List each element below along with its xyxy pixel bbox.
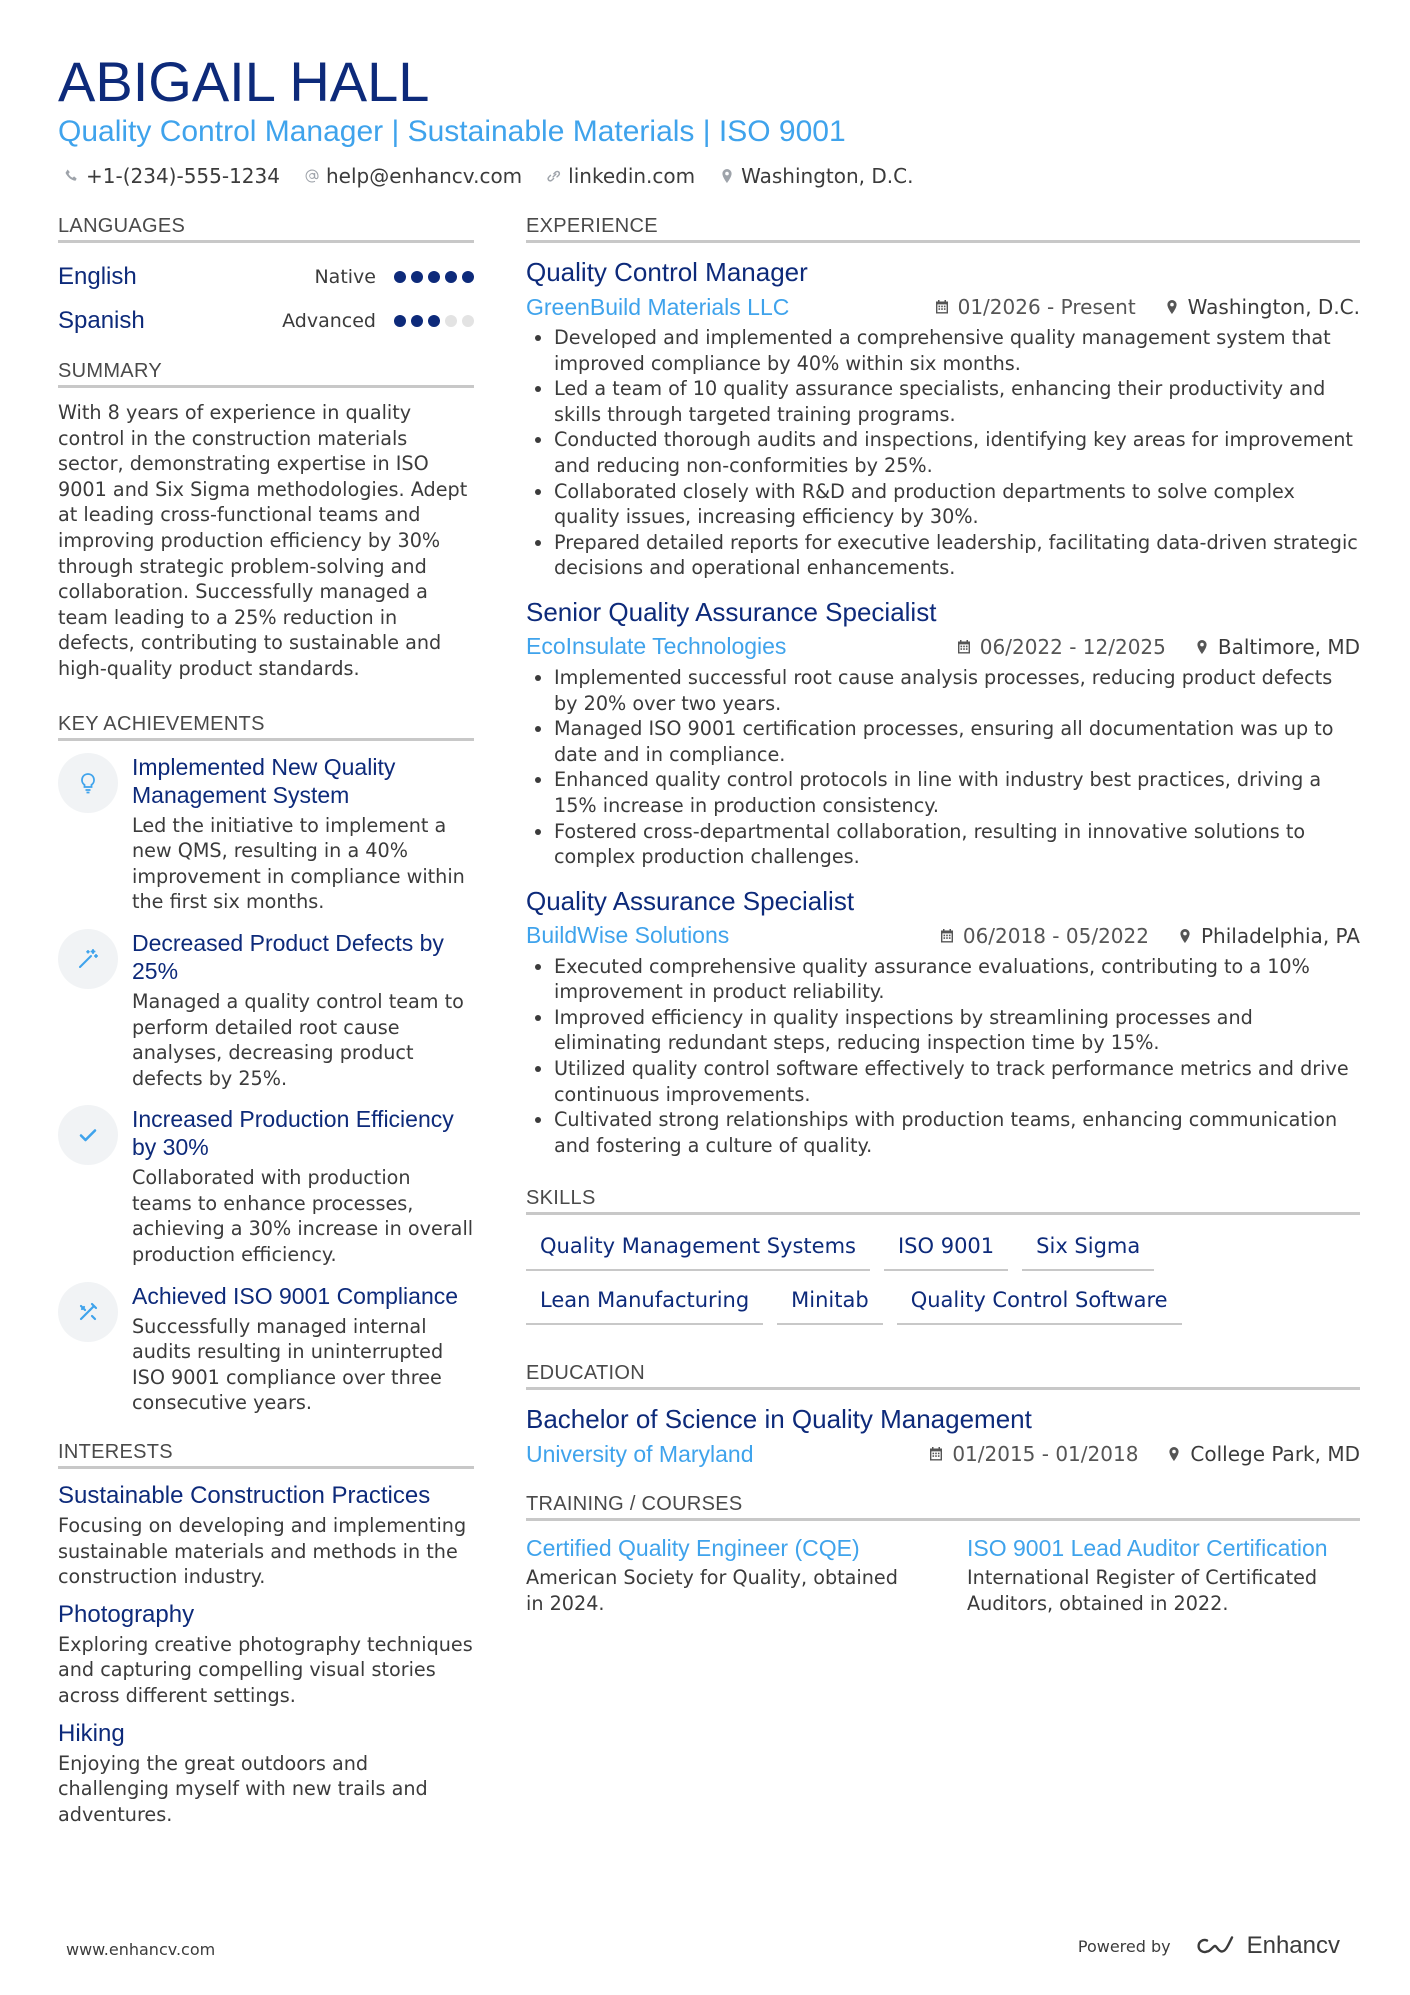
job-bullet: • Improved efficiency in quality inspections by streamlining processes and eliminating redundant steps, reducing inspection time by 15%.	[554, 1005, 1360, 1056]
tools-icon	[58, 1282, 118, 1342]
contact-phone-text: +1-(234)-555-1234	[86, 164, 280, 188]
course-title: ISO 9001 Lead Auditor Certification	[967, 1535, 1328, 1562]
job-dates-text: 06/2022 - 12/2025	[979, 634, 1166, 659]
achievements-heading: KEY ACHIEVEMENTS	[58, 710, 474, 741]
interest-text: Focusing on developing and implementing sustainable materials and methods in the construction industry.	[58, 1514, 467, 1589]
skills-list	[526, 1227, 1360, 1325]
job-location	[1194, 635, 1360, 659]
education-school: University of Maryland	[526, 1440, 754, 1467]
education-location	[1166, 1442, 1360, 1466]
job-bullet: • Implemented successful root cause analysis processes, reducing product defects by 20% over two years.	[554, 665, 1360, 716]
candidate-name: ABIGAIL HALL	[58, 50, 430, 113]
phone-icon	[64, 168, 80, 184]
summary-section	[58, 357, 474, 682]
contact-phone[interactable]	[64, 163, 280, 189]
skill-tag: Minitab	[777, 1281, 883, 1325]
course-item	[526, 1533, 919, 1616]
job-location-text: Baltimore, MD	[1217, 634, 1360, 659]
candidate-title: Quality Control Manager | Sustainable Materials | ISO 9001	[58, 115, 846, 148]
job-bullet: • Collaborated closely with R&D and production departments to solve complex quality issues, increasing efficiency by 30%.	[554, 479, 1360, 530]
job-dates	[956, 635, 1166, 659]
job-bullet: • Enhanced quality control protocols in line with industry best practices, driving a 15% increase in production consistency.	[554, 767, 1360, 818]
location-pin-icon	[1166, 1446, 1182, 1462]
contact-location-text: Washington, D.C.	[741, 164, 914, 188]
right-column	[526, 212, 1360, 1617]
job-dates-text: 01/2026 - Present	[957, 295, 1136, 319]
education-heading: EDUCATION	[526, 1359, 1360, 1390]
location-pin-icon	[1177, 928, 1193, 944]
skill-tag: Lean Manufacturing	[526, 1281, 763, 1325]
contact-linkedin-text: linkedin.com	[568, 164, 696, 188]
proficiency-dot-empty	[462, 315, 474, 327]
job-bullet: • Led a team of 10 quality assurance specialists, enhancing their productivity and skills through targeted training programs.	[554, 376, 1360, 427]
language-item	[58, 255, 474, 299]
job-dates	[934, 295, 1136, 319]
course-text: American Society for Quality, obtained in 2024.	[526, 1566, 898, 1616]
skill-tag: ISO 9001	[884, 1227, 1008, 1271]
calendar-icon	[956, 639, 972, 655]
interest-text: Exploring creative photography techniques and capturing compelling visual stories across different settings.	[58, 1632, 473, 1707]
job-dates-text: 06/2018 - 05/2022	[962, 923, 1149, 948]
calendar-icon	[934, 299, 950, 315]
proficiency-dot-filled	[462, 271, 474, 283]
job-company: GreenBuild Materials LLC	[526, 293, 790, 320]
achievement-text: Managed a quality control team to perform detailed root cause analyses, decreasing product defects by 25%.	[132, 989, 464, 1090]
experience-section	[526, 212, 1360, 1158]
contact-bar	[64, 163, 913, 189]
summary-text: With 8 years of experience in quality control in the construction materials sector, demonstrating expertise in ISO 9001 and Six Sigma methodologies. Adept at leading cross-functional teams and improving production efficiency by 30% through strategic problem-solving and collaboration. Successfully managed a team leading to a 25% reduction in defects, contributing to sustainable and high-quality product standards.	[58, 401, 468, 680]
job-location	[1164, 295, 1360, 319]
language-level: Advanced	[282, 310, 376, 332]
language-name: Spanish	[58, 307, 145, 334]
proficiency-dot-empty	[445, 315, 457, 327]
enhancv-logo[interactable]	[1193, 1932, 1340, 1960]
enhancv-logo-icon	[1193, 1934, 1237, 1958]
achievement-text: Collaborated with production teams to enhance processes, achieving a 30% increase in overall production efficiency.	[132, 1166, 474, 1267]
achievements-section	[58, 710, 474, 1417]
language-level: Native	[314, 266, 376, 288]
skill-tag: Quality Control Software	[897, 1281, 1182, 1325]
footer-branding	[1078, 1932, 1340, 1960]
job-title: Senior Quality Assurance Specialist	[526, 596, 937, 627]
achievement-item	[58, 753, 474, 915]
course-text: International Register of Certificated Auditors, obtained in 2022.	[967, 1566, 1318, 1616]
proficiency-dot-filled	[411, 315, 423, 327]
training-heading: TRAINING / COURSES	[526, 1490, 1360, 1521]
job-company: EcoInsulate Technologies	[526, 633, 787, 660]
achievement-item	[58, 1105, 474, 1267]
education-dates	[928, 1442, 1138, 1466]
proficiency-dot-filled	[411, 271, 423, 283]
interest-title: Photography	[58, 1600, 195, 1628]
achievement-item	[58, 1282, 474, 1416]
interest-item	[58, 1481, 474, 1590]
course-title: Certified Quality Engineer (CQE)	[526, 1535, 860, 1562]
skills-section	[526, 1184, 1360, 1325]
job-entry	[526, 255, 1360, 581]
job-dates	[939, 924, 1149, 948]
skill-tag: Quality Management Systems	[526, 1227, 870, 1271]
language-name: English	[58, 263, 137, 290]
achievement-text: Led the initiative to implement a new QMS, resulting in a 40% improvement in compliance within the first six months.	[132, 813, 465, 914]
languages-section	[58, 212, 474, 343]
job-entry	[526, 595, 1360, 870]
proficiency-dot-filled	[445, 271, 457, 283]
course-item	[967, 1533, 1360, 1616]
job-title: Quality Control Manager	[526, 257, 808, 287]
experience-heading: EXPERIENCE	[526, 212, 1360, 243]
achievement-title: Decreased Product Defects by 25%	[132, 929, 444, 984]
job-location	[1177, 924, 1360, 948]
achievement-title: Achieved ISO 9001 Compliance	[132, 1282, 459, 1309]
proficiency-dot-filled	[394, 315, 406, 327]
skill-tag: Six Sigma	[1022, 1227, 1154, 1271]
achievement-text: Successfully managed internal audits resulting in uninterrupted ISO 9001 compliance over three consecutive years.	[132, 1314, 444, 1415]
interests-heading: INTERESTS	[58, 1438, 474, 1469]
contact-email-text: help@enhancv.com	[325, 164, 523, 188]
job-location-text: Philadelphia, PA	[1200, 923, 1360, 948]
education-section	[526, 1359, 1360, 1472]
location-pin-icon	[1164, 299, 1180, 315]
skills-heading: SKILLS	[526, 1184, 1360, 1215]
achievement-title: Implemented New Quality Management System	[132, 753, 396, 808]
calendar-icon	[939, 928, 955, 944]
lightbulb-icon	[58, 753, 118, 813]
interest-item	[58, 1600, 474, 1709]
job-bullets	[526, 325, 1360, 581]
job-bullet: • Utilized quality control software effectively to track performance metrics and drive continuous improvements.	[554, 1056, 1360, 1107]
training-section	[526, 1490, 1360, 1616]
education-location-text: College Park, MD	[1190, 1442, 1360, 1467]
language-proficiency-dots	[394, 271, 474, 283]
interests-section	[58, 1438, 474, 1827]
interest-title: Sustainable Construction Practices	[58, 1482, 431, 1510]
enhancv-logo-text: Enhancv	[1246, 1932, 1340, 1959]
proficiency-dot-filled	[428, 271, 440, 283]
job-bullet: • Developed and implemented a comprehensive quality management system that improved compliance by 40% within six months.	[554, 325, 1360, 376]
location-pin-icon	[1194, 639, 1210, 655]
contact-location	[719, 163, 913, 189]
language-proficiency-dots	[394, 315, 474, 327]
contact-linkedin[interactable]	[546, 163, 695, 189]
interest-title: Hiking	[58, 1719, 125, 1747]
job-title: Quality Assurance Specialist	[526, 885, 855, 916]
proficiency-dot-filled	[394, 271, 406, 283]
education-dates-text: 01/2015 - 01/2018	[952, 1442, 1139, 1467]
job-bullet: • Conducted thorough audits and inspections, identifying key areas for improvement and reducing non-conformities by 25%.	[554, 427, 1360, 478]
job-bullet: • Managed ISO 9001 certification processes, ensuring all documentation was up to date and in compliance.	[554, 716, 1360, 767]
interest-text: Enjoying the great outdoors and challenging myself with new trails and adventures.	[58, 1751, 428, 1826]
job-bullets	[526, 954, 1360, 1159]
job-bullet: • Executed comprehensive quality assurance evaluations, contributing to a 10% improvement in product reliability.	[554, 954, 1360, 1005]
summary-heading: SUMMARY	[58, 357, 474, 388]
checkmark-icon	[58, 1105, 118, 1165]
achievement-title: Increased Production Efficiency by 30%	[132, 1106, 454, 1161]
job-bullets	[526, 665, 1360, 870]
footer-website[interactable]: www.enhancv.com	[66, 1940, 216, 1959]
education-degree: Bachelor of Science in Quality Management	[526, 1404, 1032, 1435]
job-bullet: • Fostered cross-departmental collaboration, resulting in innovative solutions to complex production challenges.	[554, 819, 1360, 870]
magic-wand-icon	[58, 929, 118, 989]
link-icon	[546, 168, 562, 184]
languages-heading: LANGUAGES	[58, 212, 474, 243]
left-column	[58, 212, 474, 1837]
contact-email[interactable]	[304, 163, 522, 189]
job-bullet: • Prepared detailed reports for executive leadership, facilitating data-driven strategic decisions and operational enhancements.	[554, 530, 1360, 581]
job-entry	[526, 884, 1360, 1159]
at-icon	[304, 168, 320, 184]
job-company: BuildWise Solutions	[526, 922, 730, 949]
location-pin-icon	[719, 168, 735, 184]
powered-by-text: Powered by	[1077, 1936, 1171, 1956]
job-bullet: • Cultivated strong relationships with production teams, enhancing communication and fostering a culture of quality.	[554, 1107, 1360, 1158]
language-item	[58, 299, 474, 343]
proficiency-dot-filled	[428, 315, 440, 327]
job-location-text: Washington, D.C.	[1187, 295, 1360, 319]
interest-item	[58, 1719, 474, 1828]
calendar-icon	[928, 1446, 944, 1462]
achievement-item	[58, 929, 474, 1091]
